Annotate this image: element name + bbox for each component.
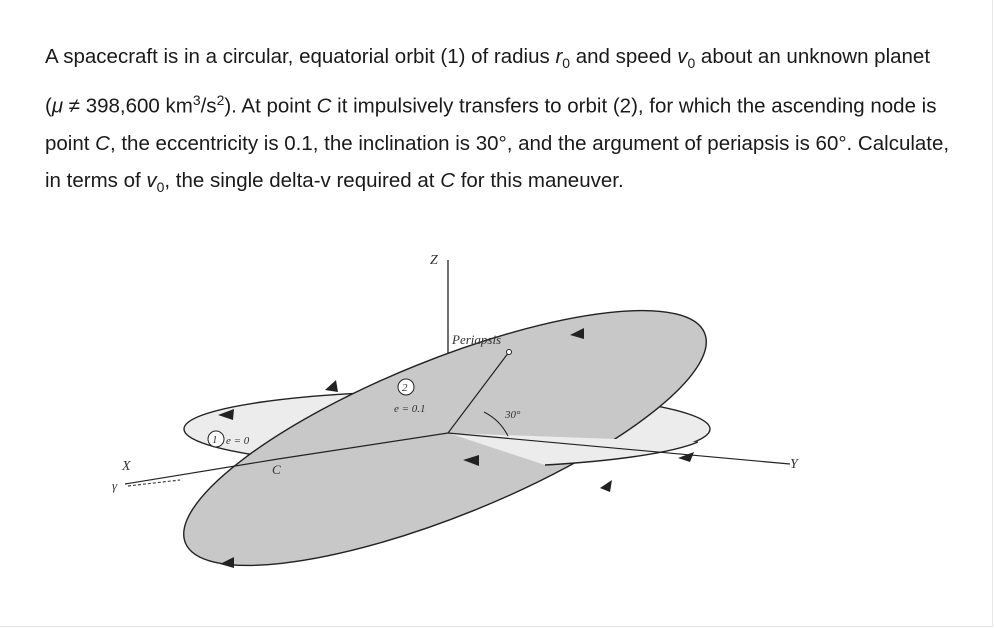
node-point-label: C xyxy=(272,462,281,477)
orbit-diagram-svg xyxy=(100,240,820,580)
point-c-symbol: C xyxy=(316,94,332,118)
inclination-label: 30° xyxy=(505,409,521,421)
text-run: and speed xyxy=(570,45,678,68)
point-c-symbol: C xyxy=(440,168,455,192)
periapsis-label: Periapsis xyxy=(452,332,502,347)
orbit-2-number: 2 xyxy=(402,382,408,394)
orbit-1-number: 1 xyxy=(212,434,218,446)
s-exponent: 2 xyxy=(216,91,225,108)
periapsis-point xyxy=(507,350,512,355)
orbit-2-eccentricity-label: e = 0.1 xyxy=(394,403,426,415)
orbit-2-arrow xyxy=(600,480,612,492)
km-exponent: 3 xyxy=(192,91,201,108)
radius-symbol: r xyxy=(555,45,563,68)
equinox-hatch xyxy=(128,480,180,486)
speed-symbol: v xyxy=(677,45,688,68)
text-run: A spacecraft is in a circular, equatorial orbit (1) of radius xyxy=(45,45,556,68)
z-axis-label: Z xyxy=(430,253,438,268)
problem-text xyxy=(45,38,950,205)
orbit-diagram xyxy=(100,240,820,580)
vernal-equinox-label: γ xyxy=(112,478,118,493)
speed-subscript: 0 xyxy=(156,178,165,195)
text-run: , the eccentricity is 0.1, the inclination is 30°, and the argument of periapsis is 60°. Calculate, in terms of xyxy=(45,131,950,192)
y-axis-label: Y xyxy=(790,457,798,472)
speed-symbol: v xyxy=(146,168,157,192)
point-c-symbol: C xyxy=(95,131,110,155)
mu-symbol: μ xyxy=(51,94,64,118)
orbit-2-arrow xyxy=(325,380,338,392)
text-run: /s xyxy=(200,94,217,118)
orbit-1-eccentricity-label: e = 0 xyxy=(226,435,250,447)
text-run: ≠ 398,600 km xyxy=(63,94,193,118)
text-run: for this maneuver. xyxy=(455,168,624,192)
radius-subscript: 0 xyxy=(562,54,571,71)
text-run: , the single delta-v required at xyxy=(164,168,441,192)
text-run: ). At point xyxy=(224,94,317,118)
text-run: about an unknown planet ( xyxy=(45,45,931,118)
problem-statement xyxy=(45,38,950,205)
text-run: it impulsively transfers to orbit (2), for which the ascending node is point xyxy=(45,94,937,155)
x-axis-label: X xyxy=(122,459,131,474)
speed-subscript: 0 xyxy=(687,54,696,71)
